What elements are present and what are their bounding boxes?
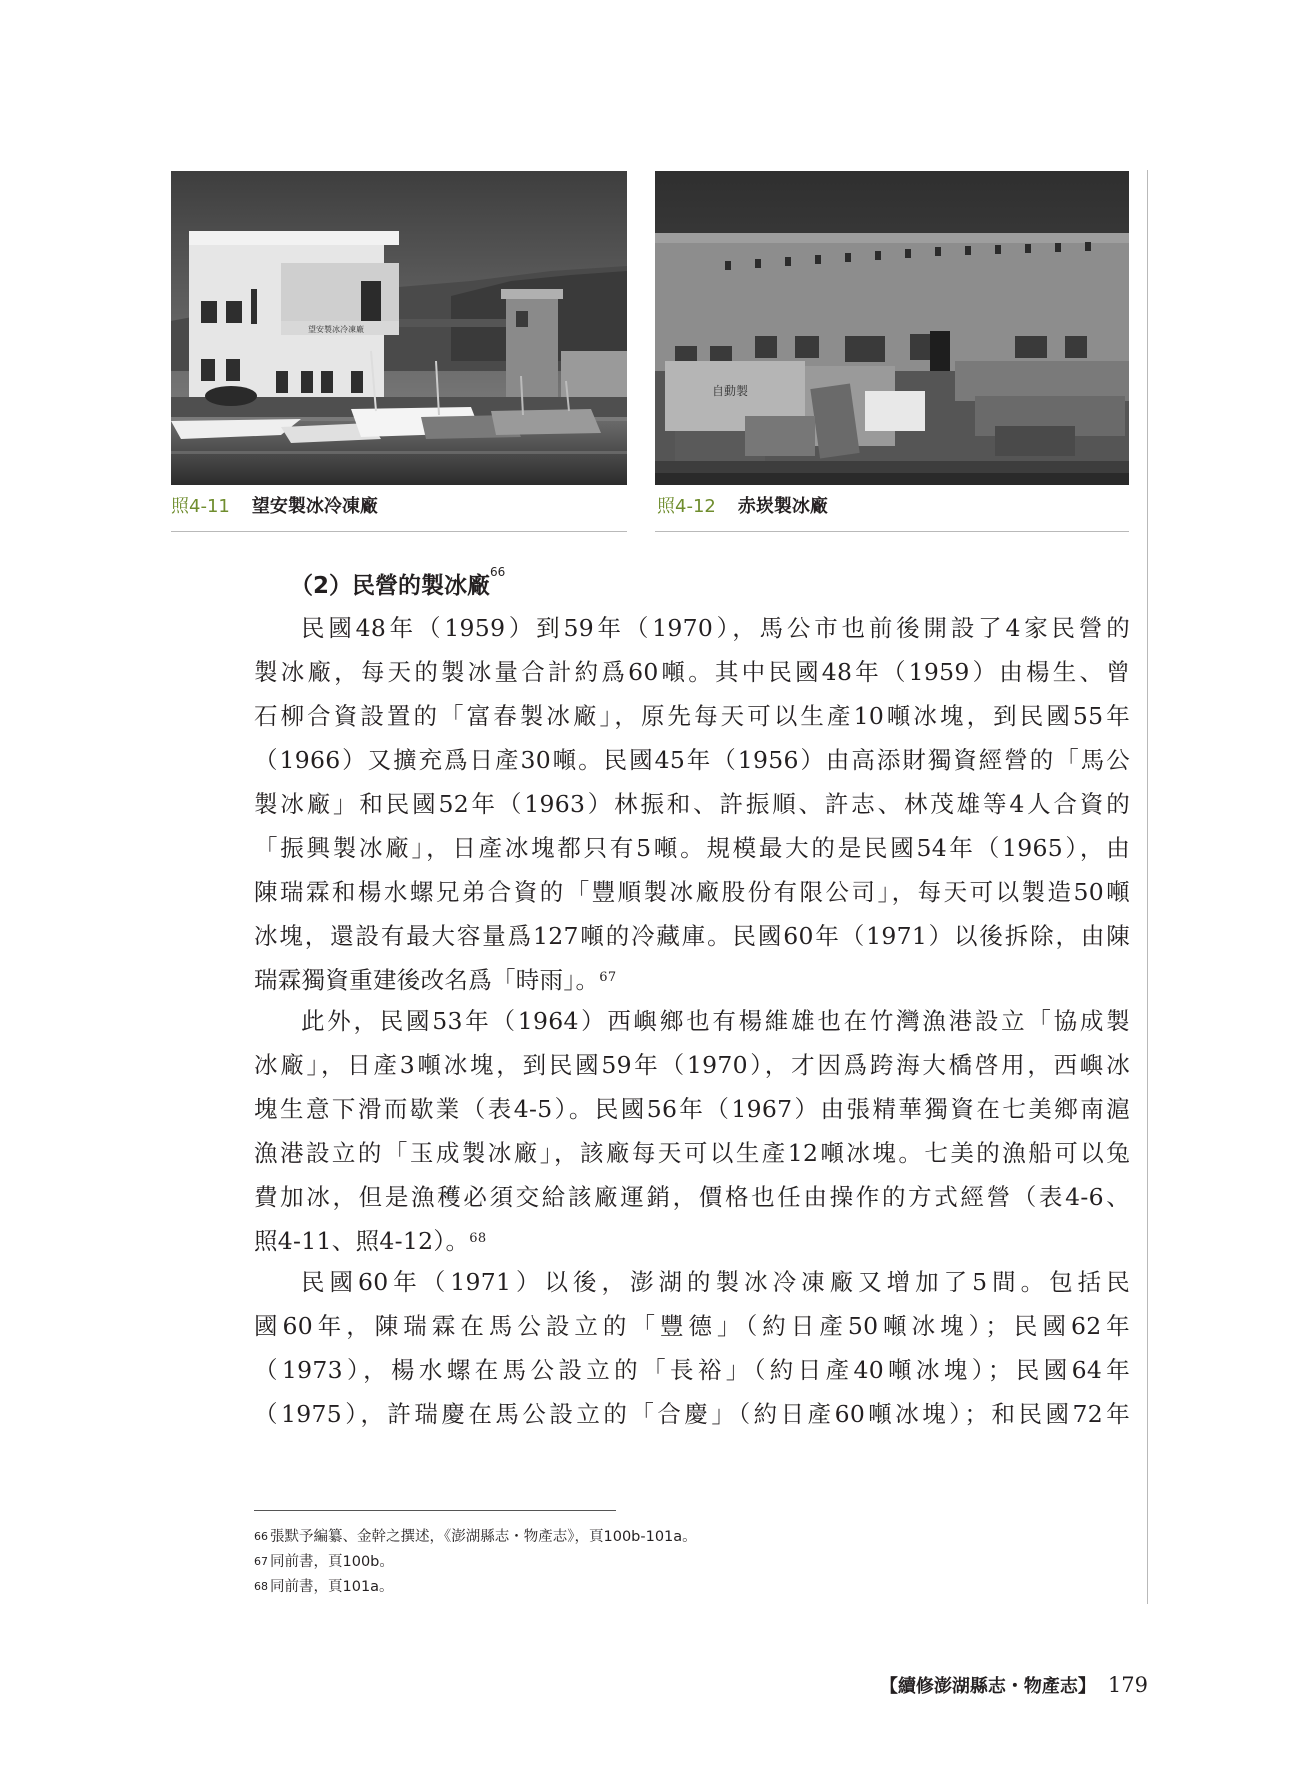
text-line: 陳瑞霖和楊水螺兄弟合資的「豐順製冰廠股份有限公司」，每天可以製造50噸 xyxy=(254,878,1130,906)
text-line: 民國60年（1971）以後，澎湖的製冰冷凍廠又增加了5間。包括民 xyxy=(301,1268,1130,1296)
text-line: 石柳合資設置的「富春製冰廠」，原先每天可以生產10噸冰塊，到民國55年 xyxy=(254,702,1130,730)
caption-number: 照4-11 xyxy=(171,496,230,517)
footnote-text: 同前書，頁101a。 xyxy=(270,1579,394,1595)
text-line: 國60年，陳瑞霖在馬公設立的「豐德」（約日產50噸冰塊）；民國62年 xyxy=(254,1312,1130,1340)
caption-title: 赤崁製冰廠 xyxy=(737,496,828,517)
running-head-title: 【續修澎湖縣志・物產志】 xyxy=(879,1676,1096,1697)
photo-chikan-ice-plant xyxy=(655,171,1129,485)
photo-wangan-ice-plant xyxy=(171,171,627,485)
footnote-number: 66 xyxy=(254,1530,268,1543)
text-line: 冰塊，還設有最大容量爲127噸的冷藏庫。民國60年（1971）以後拆除，由陳 xyxy=(254,922,1130,950)
footnote-number: 68 xyxy=(254,1580,268,1593)
footnote-66 xyxy=(254,1525,697,1550)
footnote-text: 同前書，頁100b。 xyxy=(270,1554,394,1570)
footnote-ref-68: 68 xyxy=(469,1231,487,1246)
caption-divider xyxy=(171,531,627,532)
text-line: 「振興製冰廠」，日產冰塊都只有5噸。規模最大的是民國54年（1965），由 xyxy=(254,834,1130,862)
text-line: 冰廠」，日產3噸冰塊，到民國59年（1970），才因爲跨海大橋啓用，西嶼冰 xyxy=(254,1051,1130,1079)
footnote-number: 67 xyxy=(254,1555,268,1568)
text-line: 製冰廠」和民國52年（1963）林振和、許振順、許志、林茂雄等4人合資的 xyxy=(254,790,1130,818)
body-paragraph-3 xyxy=(254,1260,1130,1436)
section-heading-text: （2）民營的製冰廠 xyxy=(290,573,491,599)
caption-title: 望安製冰冷凍廠 xyxy=(251,496,378,517)
caption-number: 照4-12 xyxy=(657,496,716,517)
footnote-ref-66: 66 xyxy=(490,565,506,579)
text-line: 費加冰，但是漁穫必須交給該廠運銷，價格也任由操作的方式經營（表4-6、 xyxy=(254,1183,1130,1211)
running-footer xyxy=(880,1672,1148,1698)
text-line: （1975），許瑞慶在馬公設立的「合慶」（約日產60噸冰塊）；和民國72年 xyxy=(254,1400,1130,1428)
section-heading xyxy=(290,567,505,600)
photo-caption-1 xyxy=(171,492,378,518)
text-line-content: 瑞霖獨資重建後改名爲「時雨」。 xyxy=(254,966,600,994)
text-line: 塊生意下滑而歇業（表4-5）。民國56年（1967）由張精華獨資在七美鄉南滬 xyxy=(254,1095,1130,1123)
footnote-text: 張默予編纂、金幹之撰述，《澎湖縣志・物產志》，頁100b-101a。 xyxy=(270,1529,697,1545)
body-paragraph-2 xyxy=(254,999,1130,1263)
text-line: 此外，民國53年（1964）西嶼鄉也有楊維雄也在竹灣漁港設立「協成製 xyxy=(301,1007,1130,1035)
text-line-last xyxy=(254,1219,1130,1263)
text-line-content: 照4-11、照4-12）。 xyxy=(254,1227,470,1255)
photo1-building-sign: 望安製冰冷凍廠 xyxy=(308,325,364,334)
footnote-divider xyxy=(254,1510,616,1511)
text-line: 漁港設立的「玉成製冰廠」，該廠每天可以生產12噸冰塊。七美的漁船可以兔 xyxy=(254,1139,1130,1167)
text-line: 民國48年（1959）到59年（1970），馬公市也前後開設了4家民營的 xyxy=(301,614,1130,642)
footnote-68 xyxy=(254,1575,697,1600)
caption-divider xyxy=(655,531,1129,532)
text-line: 製冰廠，每天的製冰量合計約爲60噸。其中民國48年（1959）由楊生、曾 xyxy=(254,658,1130,686)
footnote-ref-67: 67 xyxy=(599,970,617,985)
page-number: 179 xyxy=(1107,1673,1148,1697)
photo2-wall-sign: 自動製 xyxy=(711,384,749,398)
text-line: （1966）又擴充爲日產30噸。民國45年（1956）由高添財獨資經營的「馬公 xyxy=(254,746,1130,774)
page-vertical-rule xyxy=(1147,170,1148,1604)
footnote-67 xyxy=(254,1550,697,1575)
text-line-last xyxy=(254,958,1130,1002)
photo-caption-2 xyxy=(657,492,828,518)
body-paragraph-1 xyxy=(254,606,1130,1002)
footnotes xyxy=(254,1525,697,1600)
text-line: （1973），楊水螺在馬公設立的「長裕」（約日產40噸冰塊）；民國64年 xyxy=(254,1356,1130,1384)
